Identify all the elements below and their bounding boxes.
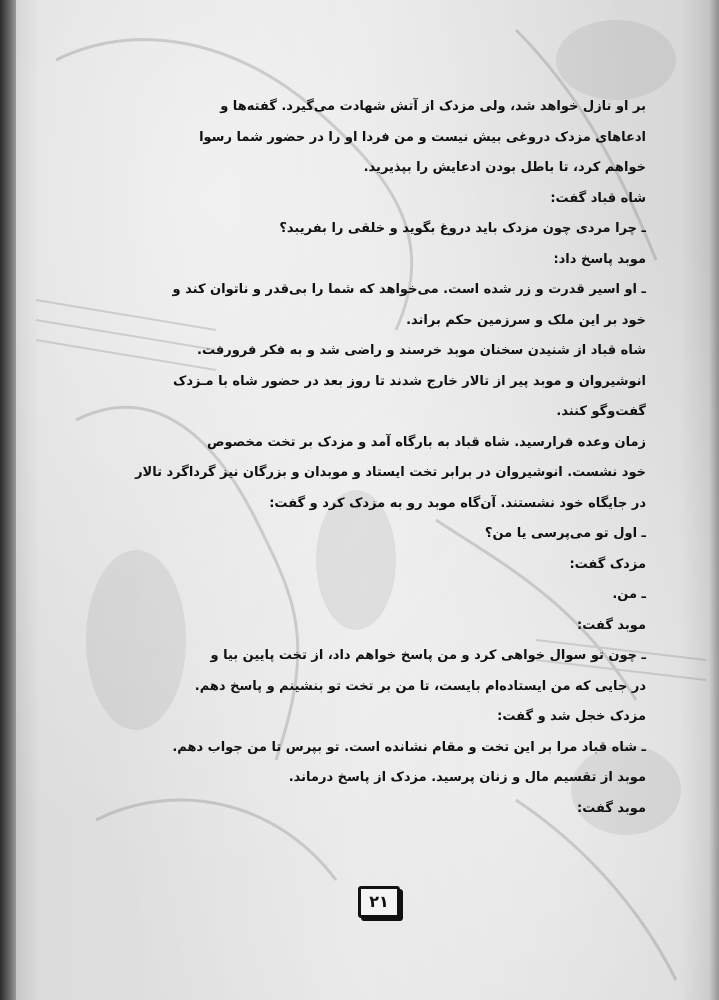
text-line: بر او نازل خواهد شد، ولی مزدک از آتش شهادت می‌گیرد. گفته‌ها و — [220, 99, 646, 114]
text-line: خود نشست. انوشیروان در برابر تخت ایستاد و موبدان و بزرگان نیز گرداگرد تالار — [135, 465, 646, 480]
text-line: موبد گفت: — [577, 617, 646, 633]
text-line: در جایگاه خود نشستند. آن‌گاه موبد رو به مزدک کرد و گفت: — [269, 495, 646, 511]
text-line: موبد پاسخ داد: — [553, 251, 646, 267]
page-number: ۲۱ — [358, 886, 400, 918]
text-line: موبد گفت: — [577, 800, 646, 816]
text-line: در جایی که من ایستاده‌ام بایست، تا من بر تخت تو بنشینم و پاسخ دهم. — [194, 678, 646, 694]
text-line: شاه قباد گفت: — [550, 190, 646, 206]
text-line: ـ چون تو سوال خواهی کرد و من پاسخ خواهم داد، از تخت پایین بیا و — [210, 648, 646, 663]
text-line: ـ من. — [612, 587, 646, 602]
text-line: ادعاهای مزدک دروغی بیش نیست و من فردا او را در حضور شما رسوا — [199, 129, 646, 145]
text-line: ـ او اسیر قدرت و زر شده است. می‌خواهد که شما را بی‌قدر و ناتوان کند و — [172, 282, 646, 297]
text-line: ـ شاه قباد مرا بر این تخت و مقام نشانده است. تو بپرس تا من جواب دهم. — [172, 739, 646, 755]
book-binding — [0, 0, 16, 1000]
text-line: خود بر این ملک و سرزمین حکم براند. — [406, 312, 646, 328]
text-line: انوشیروان و موبد پیر از تالار خارج شدند تا روز بعد در حضور شاه با مـزدک — [173, 373, 646, 389]
text-line: خواهم کرد، تا باطل بودن ادعایش را بپذیرید. — [363, 160, 646, 175]
text-line: مزدک گفت: — [569, 556, 646, 572]
text-line: موبد از تقسیم مال و زنان پرسید. مزدک از پاسخ درماند. — [288, 770, 646, 785]
text-line: ـ اول تو می‌پرسی یا من؟ — [484, 526, 646, 541]
text-line: زمان وعده فرارسید. شاه قباد به بارگاه آمد و مزدک بر تخت مخصوص — [207, 434, 646, 450]
story-text — [28, 92, 646, 824]
text-line: گفت‌وگو کنند. — [556, 404, 646, 419]
text-line: شاه قباد از شنیدن سخنان موبد خرسند و راضی شد و به فکر فرورفت. — [197, 343, 646, 358]
text-line: ـ چرا مردی چون مزدک باید دروغ بگوید و خلقی را بفریبد؟ — [279, 221, 646, 236]
text-line: مزدک خجل شد و گفت: — [497, 709, 646, 724]
